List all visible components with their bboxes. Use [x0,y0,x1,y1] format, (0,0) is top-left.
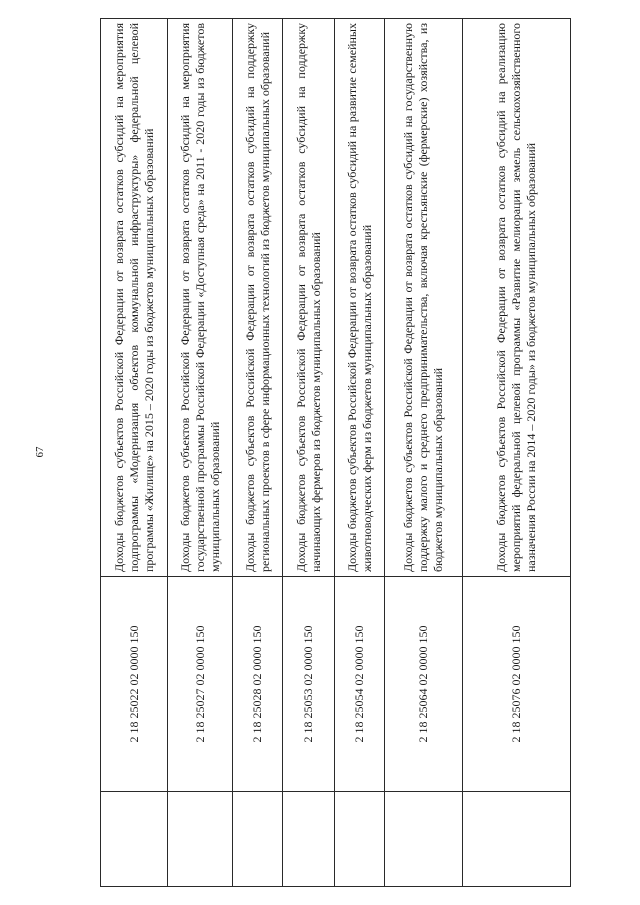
description-cell: Доходы бюджетов субъектов Российской Федерации от возврата остатков субсидий на мероприятия государственной программы Российской Федерации «Доступная среда» на 2011 - 2020 годы из бюджетов муниципальных образований [168,19,233,577]
table-row [168,19,233,887]
blank-cell [101,792,168,887]
description-cell: Доходы бюджетов субъектов Российской Федерации от возврата остатков субсидий на реализацию мероприятий федеральной целевой программы «Развитие мелиорации земель сельскохозяйственного назначения России на 2014 – 2020 годы» из бюджетов муниципальных образований [463,19,571,577]
rotated-table-container [100,19,570,887]
blank-cell [385,792,463,887]
blank-cell [233,792,283,887]
description-cell: Доходы бюджетов субъектов Российской Федерации от возврата остатков субсидий на государственную поддержку малого и среднего предпринимательства, включая крестьянские (фермерские) хозяйства, из бюджетов муниципальных образований [385,19,463,577]
budget-code-cell: 2 18 25054 02 0000 150 [335,577,385,792]
table-row [385,19,463,887]
description-cell: Доходы бюджетов субъектов Российской Федерации от возврата остатков субсидий на мероприятия подпрограммы «Модернизация объектов коммунальной инфраструктуры» федеральной целевой программы «Жилище» на 2015 – 2020 годы из бюджетов муниципальных образований [101,19,168,577]
budget-code-cell: 2 18 25076 02 0000 150 [463,577,571,792]
table-row [335,19,385,887]
revenue-codes-table [100,18,571,887]
table-row [101,19,168,887]
budget-code-cell: 2 18 25027 02 0000 150 [168,577,233,792]
description-cell: Доходы бюджетов субъектов Российской Федерации от возврата остатков субсидий на развитие семейных животноводческих ферм из бюджетов муниципальных образований [335,19,385,577]
page-number: 67 [34,446,46,458]
description-cell: Доходы бюджетов субъектов Российской Федерации от возврата остатков субсидий на поддержку региональных проектов в сфере информационных технологий из бюджетов муниципальных образований [233,19,283,577]
table-row [233,19,283,887]
blank-cell [335,792,385,887]
budget-code-cell: 2 18 25028 02 0000 150 [233,577,283,792]
blank-cell [463,792,571,887]
budget-code-cell: 2 18 25053 02 0000 150 [283,577,335,792]
description-cell: Доходы бюджетов субъектов Российской Федерации от возврата остатков субсидий на поддержку начинающих фермеров из бюджетов муниципальных образований [283,19,335,577]
budget-code-cell: 2 18 25064 02 0000 150 [385,577,463,792]
blank-cell [283,792,335,887]
budget-code-cell: 2 18 25022 02 0000 150 [101,577,168,792]
blank-cell [168,792,233,887]
table-row [463,19,571,887]
table-row [283,19,335,887]
